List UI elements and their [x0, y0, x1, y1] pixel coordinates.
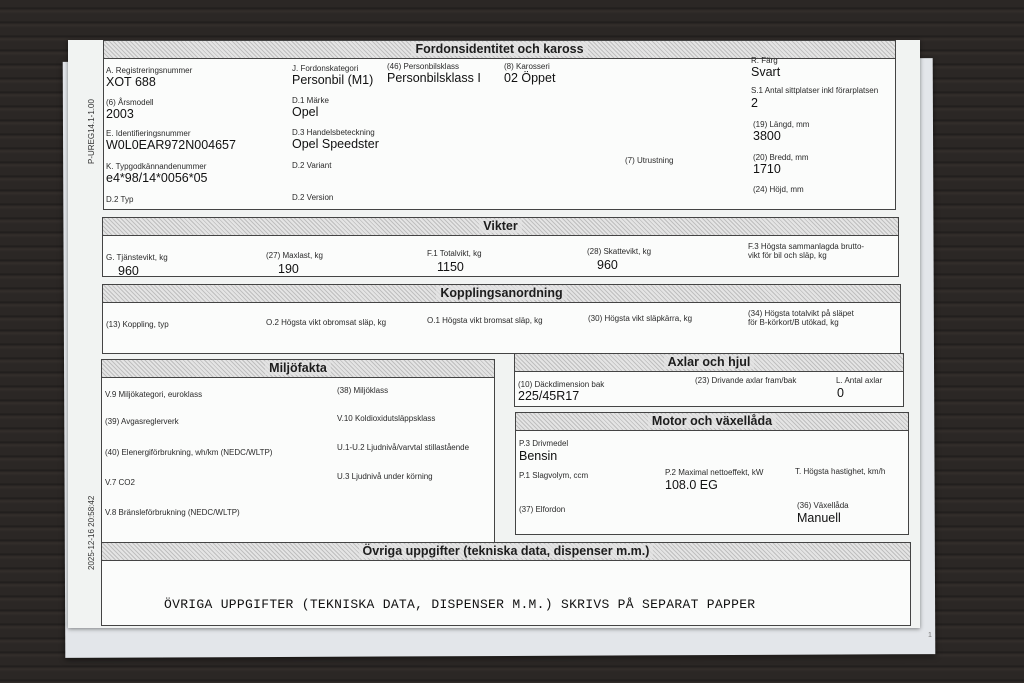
- electric-vehicle-label: (37) Elfordon: [519, 505, 566, 514]
- reg-number-label: A. Registreringsnummer: [106, 66, 193, 75]
- model-year-label: (6) Årsmodell: [106, 98, 154, 107]
- drive-axles-label: (23) Drivande axlar fram/bak: [695, 376, 797, 385]
- print-timestamp: 2025-12-16 20:58:42: [87, 495, 96, 570]
- braked-trailer-label: O.1 Högsta vikt bromsat släp, kg: [427, 316, 543, 325]
- vin-label: E. Identifieringsnummer: [106, 129, 191, 138]
- trade-name-value: Opel Speedster: [292, 137, 379, 151]
- axle-count-label: L. Antal axlar: [836, 376, 883, 385]
- section-vehicle-identity: [103, 40, 896, 210]
- type-approval-value: e4*98/14*0056*05: [106, 171, 208, 185]
- fuel-consumption-label: V.8 Bränsleförbrukning (NEDC/WLTP): [105, 508, 240, 517]
- fuel-type-value: Bensin: [519, 449, 558, 463]
- gross-weight-label: F.1 Totalvikt, kg: [427, 249, 482, 258]
- small-trailer-label: (30) Högsta vikt släpkärra, kg: [588, 314, 693, 323]
- form-code-bottom: [86, 450, 98, 570]
- displacement-label: P.1 Slagvolym, ccm: [519, 471, 589, 480]
- top-speed-label: T. Högsta hastighet, km/h: [795, 467, 886, 476]
- gearbox-label: (36) Växellåda: [797, 501, 849, 510]
- power-label: P.2 Maximal nettoeffekt, kW: [665, 468, 764, 477]
- section-title: Miljöfakta: [102, 360, 494, 378]
- section-title: Övriga uppgifter (tekniska data, dispenser m.m.): [102, 543, 910, 561]
- fuel-type-label: P.3 Drivmedel: [519, 439, 569, 448]
- vin-value: W0L0EAR972N004657: [106, 138, 236, 152]
- gross-weight-value: 1150: [437, 260, 464, 274]
- tax-weight-value: 960: [597, 258, 618, 272]
- make-value: Opel: [292, 105, 319, 119]
- coupling-type-label: (13) Koppling, typ: [106, 320, 169, 329]
- section-title: Axlar och hjul: [515, 354, 903, 372]
- noise-stationary-label: U.1-U.2 Ljudnivå/varvtal stillastående: [337, 443, 470, 452]
- section-axles: [514, 353, 904, 407]
- section-title: Fordonsidentitet och kaross: [104, 41, 895, 59]
- width-label: (20) Bredd, mm: [753, 153, 809, 162]
- page-number: 1: [928, 632, 932, 639]
- section-engine: [515, 412, 909, 535]
- emission-control-label: (39) Avgasreglerverk: [105, 417, 179, 426]
- seats-value: 2: [751, 96, 758, 110]
- version-label: D.2 Version: [292, 193, 334, 202]
- co2-label: V.7 CO2: [105, 478, 135, 487]
- vehicle-category-value: Personbil (M1): [292, 73, 374, 87]
- gearbox-value: Manuell: [797, 511, 841, 525]
- tire-size-value: 225/45R17: [518, 389, 580, 403]
- color-value: Svart: [751, 65, 781, 79]
- type-approval-label: K. Typgodkännandenummer: [106, 162, 207, 171]
- car-class-label: (46) Personbilsklass: [387, 62, 460, 71]
- trade-name-label: D.3 Handelsbeteckning: [292, 128, 375, 137]
- unbraked-trailer-label: O.2 Högsta vikt obromsat släp, kg: [266, 318, 387, 327]
- d2-type-label: D.2 Typ: [106, 195, 134, 204]
- form-code-top: [86, 44, 98, 164]
- length-label: (19) Längd, mm: [753, 120, 810, 129]
- euro-class-label: V.9 Miljökategori, euroklass: [105, 390, 203, 399]
- vehicle-category-label: J. Fordonskategori: [292, 64, 359, 73]
- curb-weight-value: 960: [118, 264, 139, 278]
- section-title: Kopplingsanordning: [103, 285, 900, 303]
- environment-class-label: (38) Miljöklass: [337, 386, 389, 395]
- co2-class-label: V.10 Koldioxidutsläppsklass: [337, 414, 436, 423]
- section-coupling: [102, 284, 901, 354]
- curb-weight-label: G. Tjänstevikt, kg: [106, 253, 168, 262]
- seats-label: S.1 Antal sittplatser inkl förarplatsen: [751, 86, 879, 95]
- form-code-text: P-UREG14.1-1.00: [87, 99, 96, 164]
- section-environment: [101, 359, 495, 548]
- body-type-label: (8) Karosseri: [504, 62, 550, 71]
- car-class-value: Personbilsklass I: [387, 71, 481, 85]
- max-combined-label-line2: vikt för bil och släp, kg: [748, 251, 827, 260]
- make-label: D.1 Märke: [292, 96, 329, 105]
- section-title: Vikter: [103, 218, 898, 236]
- axle-count-value: 0: [837, 386, 844, 400]
- length-value: 3800: [753, 129, 781, 143]
- model-year-value: 2003: [106, 107, 134, 121]
- other-info-text: ÖVRIGA UPPGIFTER (TEKNISKA DATA, DISPENSER M.M.) SKRIVS PÅ SEPARAT PAPPER: [164, 597, 756, 612]
- b-license-trailer-label-line2: för B-körkort/B utökad, kg: [748, 318, 839, 327]
- noise-driving-label: U.3 Ljudnivå under körning: [337, 472, 433, 481]
- max-combined-label-line1: F.3 Högsta sammanlagda brutto-: [748, 242, 865, 251]
- variant-label: D.2 Variant: [292, 161, 332, 170]
- color-label: R. Färg: [751, 56, 778, 65]
- max-load-value: 190: [278, 262, 299, 276]
- max-load-label: (27) Maxlast, kg: [266, 251, 323, 260]
- electric-consumption-label: (40) Elenergiförbrukning, wh/km (NEDC/WLTP): [105, 448, 273, 457]
- tire-size-label: (10) Däckdimension bak: [518, 380, 605, 389]
- b-license-trailer-label-line1: (34) Högsta totalvikt på släpet: [748, 309, 854, 318]
- tax-weight-label: (28) Skattevikt, kg: [587, 247, 652, 256]
- section-other-info: [101, 542, 911, 626]
- width-value: 1710: [753, 162, 781, 176]
- power-value: 108.0 EG: [665, 478, 718, 492]
- reg-number-value: XOT 688: [106, 75, 156, 89]
- section-weights: [102, 217, 899, 277]
- equipment-label: (7) Utrustning: [625, 156, 674, 165]
- body-type-value: 02 Öppet: [504, 71, 556, 85]
- registration-document: [68, 40, 920, 628]
- height-label: (24) Höjd, mm: [753, 185, 804, 194]
- section-title: Motor och växellåda: [516, 413, 908, 431]
